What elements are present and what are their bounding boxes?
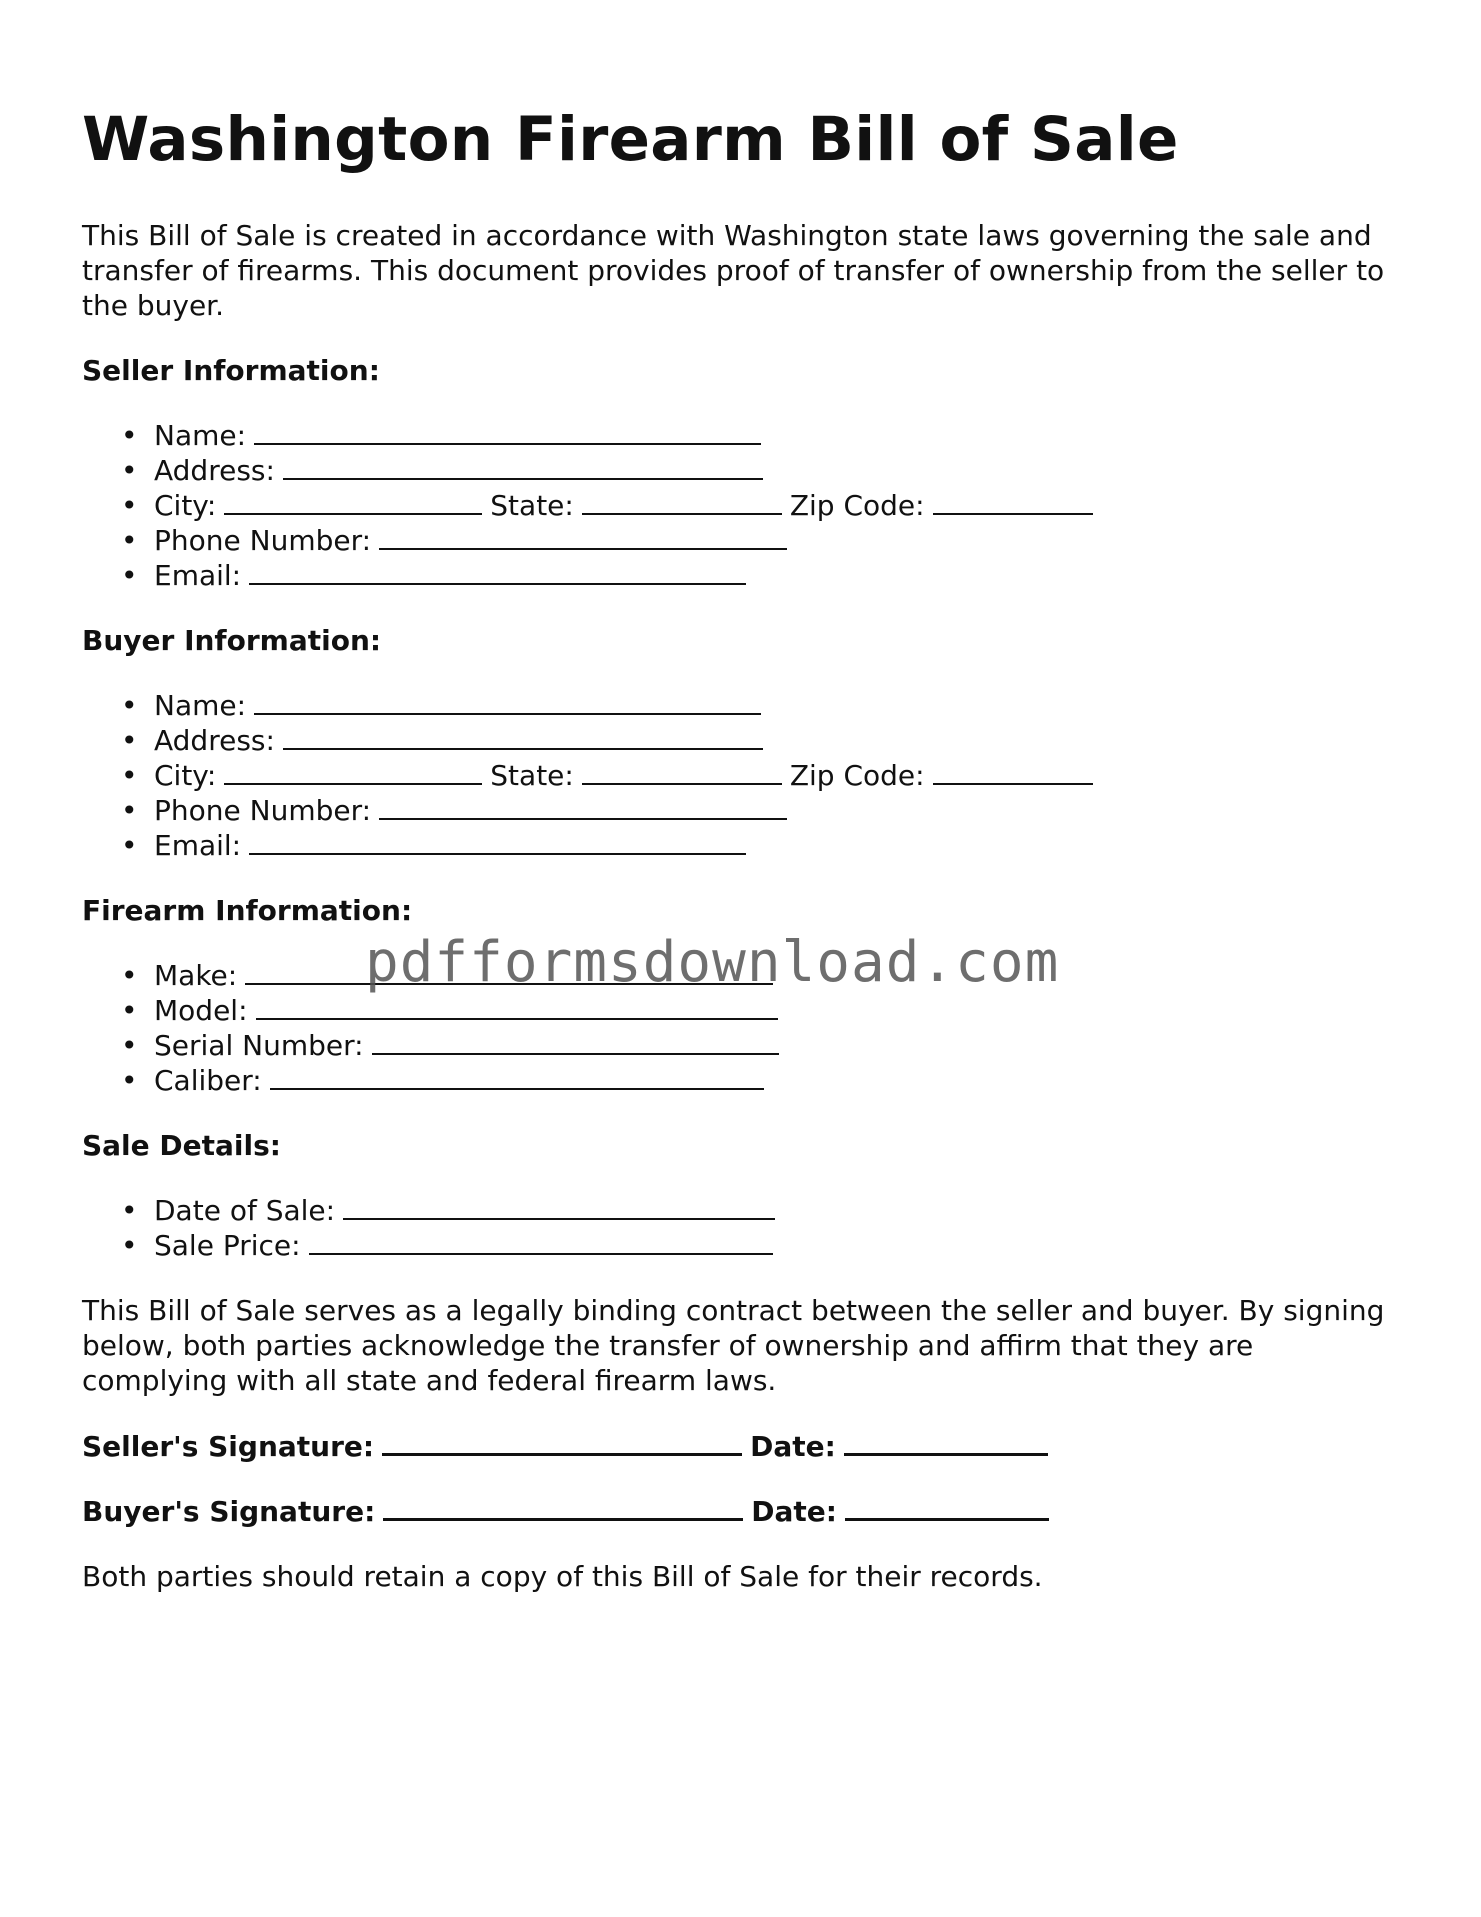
seller-signature-row — [82, 1428, 1402, 1464]
seller-zip-label: Zip Code: — [789, 489, 925, 522]
document-page — [82, 98, 1402, 1594]
seller-date-blank[interactable] — [844, 1428, 1048, 1456]
seller-fields — [82, 418, 1402, 593]
sale-price-row — [154, 1228, 1402, 1263]
seller-name-label: Name: — [154, 419, 247, 452]
watermark: pdfformsdownload.com — [365, 930, 1060, 995]
firearm-serial-row — [154, 1028, 1402, 1063]
buyer-zip-label: Zip Code: — [789, 759, 925, 792]
buyer-name-blank[interactable] — [254, 688, 761, 715]
seller-state-blank[interactable] — [582, 488, 782, 515]
seller-email-row — [154, 558, 1402, 593]
intro-paragraph: This Bill of Sale is created in accordance with Washington state laws governing the sale and transfer of firearms. This document provides proof of transfer of ownership from the seller to the buyer. — [82, 219, 1385, 322]
sale-price-label: Sale Price: — [154, 1229, 301, 1262]
buyer-state-label: State: — [490, 759, 574, 792]
buyer-phone-blank[interactable] — [379, 793, 787, 820]
buyer-address-row — [154, 723, 1402, 758]
document-title: Washington Firearm Bill of Sale — [82, 104, 1179, 175]
buyer-date-blank[interactable] — [845, 1493, 1049, 1521]
buyer-name-row — [154, 688, 1402, 723]
seller-zip-blank[interactable] — [933, 488, 1093, 515]
firearm-model-row — [154, 993, 1402, 1028]
firearm-caliber-blank[interactable] — [270, 1063, 764, 1090]
buyer-email-blank[interactable] — [249, 828, 746, 855]
firearm-caliber-row — [154, 1063, 1402, 1098]
buyer-phone-row — [154, 793, 1402, 828]
closing-paragraph: This Bill of Sale serves as a legally binding contract between the seller and buyer. By signing below, both parties acknowledge the transfer of ownership and affirm that they are complying with all state and federal firearm laws. — [82, 1294, 1385, 1397]
buyer-city-blank[interactable] — [224, 758, 482, 785]
buyer-name-label: Name: — [154, 689, 247, 722]
buyer-email-row — [154, 828, 1402, 863]
footer-note: Both parties should retain a copy of this Bill of Sale for their records. — [82, 1560, 1043, 1593]
buyer-city-row — [154, 758, 1402, 793]
seller-date-label: Date: — [750, 1430, 836, 1463]
buyer-heading: Buyer Information: — [82, 624, 382, 657]
sale-heading: Sale Details: — [82, 1129, 281, 1162]
firearm-caliber-label: Caliber: — [154, 1064, 262, 1097]
buyer-email-label: Email: — [154, 829, 242, 862]
firearm-model-label: Model: — [154, 994, 248, 1027]
seller-heading: Seller Information: — [82, 354, 380, 387]
seller-phone-blank[interactable] — [379, 523, 787, 550]
seller-address-label: Address: — [154, 454, 275, 487]
buyer-signature-label: Buyer's Signature: — [82, 1495, 376, 1528]
seller-city-blank[interactable] — [224, 488, 482, 515]
sale-fields — [82, 1193, 1402, 1263]
buyer-phone-label: Phone Number: — [154, 794, 372, 827]
seller-signature-label: Seller's Signature: — [82, 1430, 375, 1463]
sale-price-blank[interactable] — [309, 1228, 773, 1255]
sale-date-row — [154, 1193, 1402, 1228]
buyer-state-blank[interactable] — [582, 758, 782, 785]
seller-name-row — [154, 418, 1402, 453]
firearm-make-label: Make: — [154, 959, 238, 992]
firearm-heading: Firearm Information: — [82, 894, 413, 927]
seller-email-label: Email: — [154, 559, 242, 592]
buyer-zip-blank[interactable] — [933, 758, 1093, 785]
buyer-city-label: City: — [154, 759, 217, 792]
buyer-fields — [82, 688, 1402, 863]
seller-address-row — [154, 453, 1402, 488]
firearm-serial-blank[interactable] — [372, 1028, 779, 1055]
buyer-signature-row — [82, 1493, 1402, 1529]
buyer-address-blank[interactable] — [283, 723, 763, 750]
sale-date-blank[interactable] — [343, 1193, 775, 1220]
buyer-signature-blank[interactable] — [383, 1493, 743, 1521]
seller-signature-blank[interactable] — [382, 1428, 742, 1456]
sale-date-label: Date of Sale: — [154, 1194, 336, 1227]
seller-address-blank[interactable] — [283, 453, 763, 480]
seller-phone-label: Phone Number: — [154, 524, 372, 557]
seller-city-row — [154, 488, 1402, 523]
buyer-date-label: Date: — [751, 1495, 837, 1528]
seller-city-label: City: — [154, 489, 217, 522]
seller-state-label: State: — [490, 489, 574, 522]
seller-email-blank[interactable] — [249, 558, 746, 585]
firearm-serial-label: Serial Number: — [154, 1029, 364, 1062]
seller-phone-row — [154, 523, 1402, 558]
firearm-model-blank[interactable] — [256, 993, 778, 1020]
seller-name-blank[interactable] — [254, 418, 761, 445]
buyer-address-label: Address: — [154, 724, 275, 757]
